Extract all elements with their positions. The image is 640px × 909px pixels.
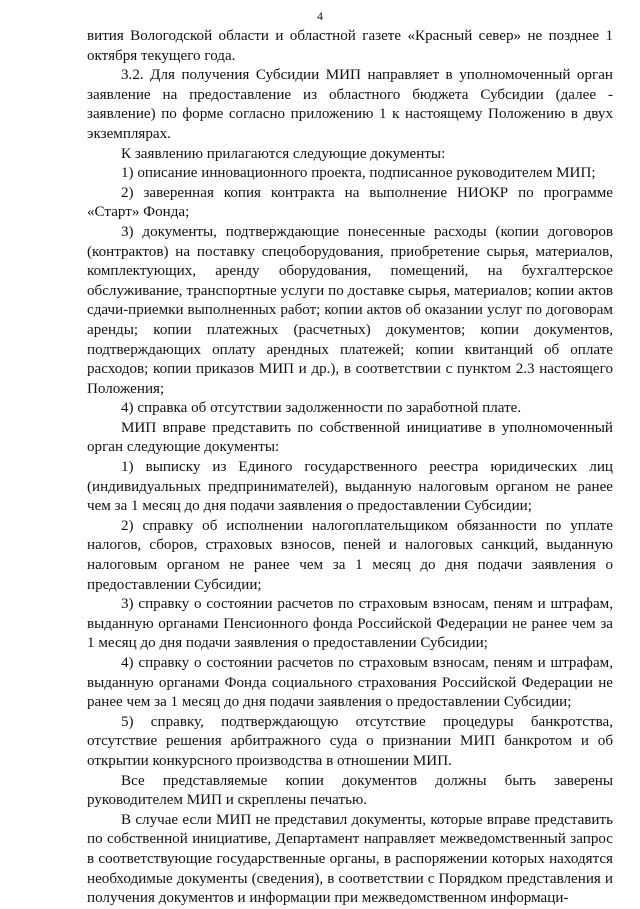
list-item-optional-1: 1) выписку из Единого государственного реестра юридических лиц (индивидуальных предпринимателей), выданную налоговым органом не ранее чем за 1 месяц до дня подачи заявления о предоставлении Субсидии; bbox=[87, 459, 613, 515]
body-text bbox=[87, 27, 613, 909]
paragraph-attachments-intro: К заявлению прилагаются следующие документы: bbox=[121, 145, 446, 162]
list-item-optional-5: 5) справку, подтверждающую отсутствие процедуры банкротства, отсутствие решения арбитражного суда о признании МИП банкротом и об открытии конкурсного производства в отношении МИП. bbox=[87, 713, 613, 769]
list-item-required-1: 1) описание инновационного проекта, подписанное руководителем МИП; bbox=[121, 165, 596, 182]
paragraph-certification: Все представляемые копии документов должны быть заверены руководителем МИП и скреплены печатью. bbox=[87, 772, 613, 809]
list-item-optional-2: 2) справку об исполнении налогоплательщиком обязанности по уплате налогов, сборов, страховых взносов, пеней и налоговых санкций, выданную налоговым органом не ранее чем за 1 месяц до дня подачи заявления о предоставлении Субсидии; bbox=[87, 517, 613, 593]
list-item-optional-4: 4) справку о состоянии расчетов по страховым взносам, пеням и штрафам, выданную органами Фонда социального страхования Российской Федерации не ранее чем за 1 месяц до дня подачи заявления о предоставлении Субсидии; bbox=[87, 655, 613, 711]
list-item-required-4: 4) справка об отсутствии задолженности по заработной плате. bbox=[121, 400, 522, 417]
paragraph-3-2: 3.2. Для получения Субсидии МИП направляет в уполномоченный орган заявление на предоставление из областного бюджета Субсидии (далее - заявление) по форме согласно приложению 1 к настоящему Положению в двух экземплярах. bbox=[87, 67, 613, 142]
list-item-required-2: 2) заверенная копия контракта на выполнение НИОКР по программе «Старт» Фонда; bbox=[87, 184, 613, 221]
list-item-required-3: 3) документы, подтверждающие понесенные расходы (копии договоров (контрактов) на поставку спецоборудования, приобретение сырья, материалов, комплектующих, аренду оборудования, помещений, на бухгалтерское обслуживание, транспортные услуги по доставке сырья, материалов; копии актов сдачи-приемки выполненных работ; копии актов об оказании услуг по договорам аренды; копии платежных (расчетных) документов; копии документов, подтверждающих оплату арендных платежей; копии квитанций об оплате расходов; копии приказов МИП и др.), в соответствии с пунктом 2.3 настоящего Положения; bbox=[87, 223, 613, 397]
list-item-optional-3: 3) справку о состоянии расчетов по страховым взносам, пеням и штрафам, выданную органами Пенсионного фонда Российской Федерации не ранее чем за 1 месяц до дня подачи заявления о предоставлении Субсидии; bbox=[87, 596, 613, 652]
paragraph-optional-intro: МИП вправе представить по собственной инициативе в уполномоченный орган следующие документы: bbox=[87, 419, 613, 456]
paragraph-continuation: вития Вологодской области и областной газете «Красный север» не позднее 1 октября текущего года. bbox=[87, 28, 613, 64]
page-number: 4 bbox=[317, 9, 323, 23]
paragraph-interagency-request: В случае если МИП не представил документы, которые вправе представить по собственной инициативе, Департамент направляет межведомственный запрос в соответствующие государственные органы, в распоряжении которых находятся необходимые документы (сведения), в соответствии с Порядком представления и получения документов и информации при межведомственном информаци- bbox=[87, 811, 613, 907]
